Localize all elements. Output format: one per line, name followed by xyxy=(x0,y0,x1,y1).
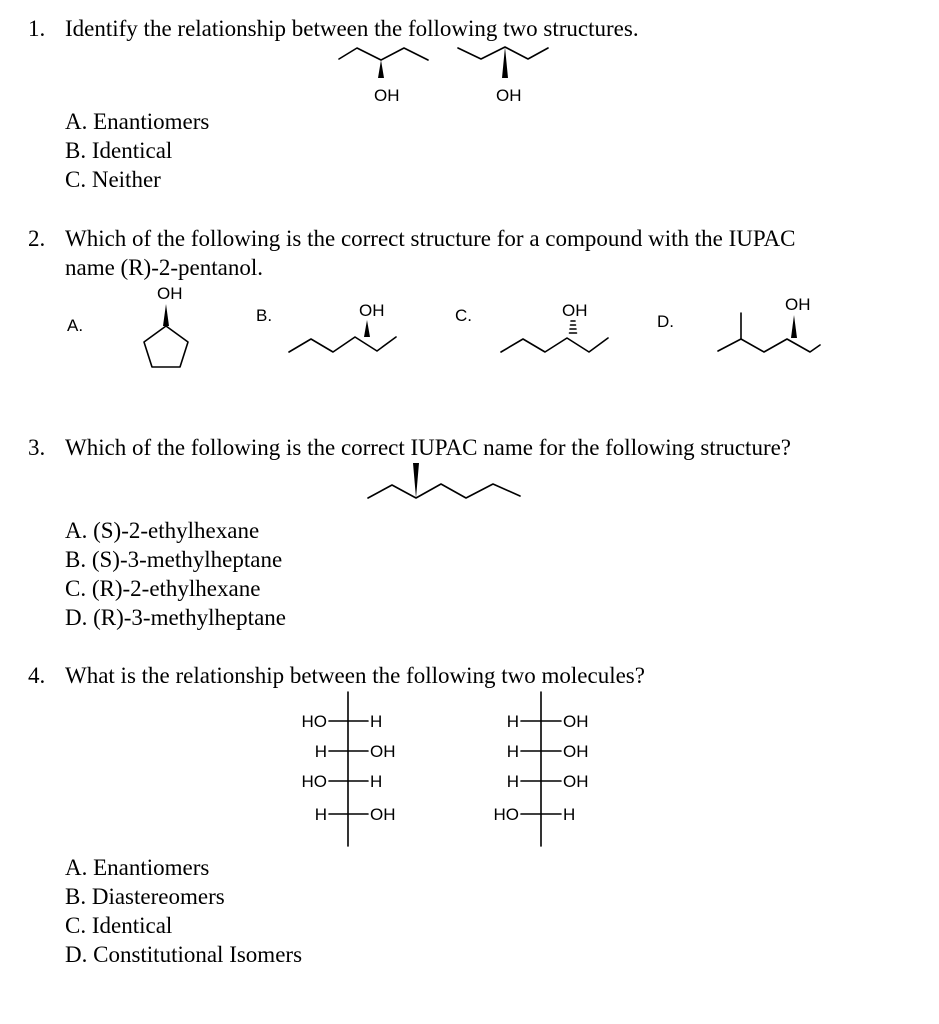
substituent-left: H xyxy=(314,805,327,824)
question-2-line2: name (R)-2-pentanol. xyxy=(65,255,263,280)
q1-option-c[interactable]: C. Neither xyxy=(65,167,161,192)
substituent-right: OH xyxy=(563,712,589,731)
oh-label: OH xyxy=(496,86,522,105)
question-text: What is the relationship between the following two molecules? xyxy=(65,663,645,688)
choice-letter: A. xyxy=(67,316,84,335)
oh-label: OH xyxy=(374,86,400,105)
substituent-left: H xyxy=(506,712,519,731)
question-text: Which of the following is the correct IUPAC name for the following structure? xyxy=(65,435,792,460)
choice-letter: B. xyxy=(256,306,273,325)
choice-letter: C. xyxy=(455,306,472,325)
oh-label: OH xyxy=(785,295,811,314)
substituent-left: H xyxy=(506,742,519,761)
question-number: 3. xyxy=(28,435,46,460)
substituent-right: OH xyxy=(563,742,589,761)
oh-label: OH xyxy=(157,284,183,303)
substituent-left: H xyxy=(506,772,519,791)
q3-option-a[interactable]: A. (S)-2-ethylhexane xyxy=(65,518,260,543)
q1-option-b[interactable]: B. Identical xyxy=(65,138,173,163)
oh-label: OH xyxy=(359,301,385,320)
fischer-left xyxy=(302,692,396,846)
oh-label: OH xyxy=(562,301,588,320)
q4-option-c[interactable]: C. Identical xyxy=(65,913,173,938)
substituent-right: H xyxy=(370,772,383,791)
q3-option-b[interactable]: B. (S)-3-methylheptane xyxy=(65,547,283,572)
q4-option-b[interactable]: B. Diastereomers xyxy=(65,884,225,909)
substituent-right: H xyxy=(370,712,383,731)
substituent-left: HO xyxy=(301,772,327,791)
q3-option-c[interactable]: C. (R)-2-ethylhexane xyxy=(65,576,261,601)
substituent-left: HO xyxy=(301,712,327,731)
q4-option-d[interactable]: D. Constitutional Isomers xyxy=(65,942,303,967)
substituent-left: HO xyxy=(493,805,519,824)
substituent-left: H xyxy=(314,742,327,761)
substituent-right: OH xyxy=(563,772,589,791)
question-text: Identify the relationship between the following two structures. xyxy=(65,16,639,41)
question-number: 2. xyxy=(28,226,46,251)
q3-option-d[interactable]: D. (R)-3-methylheptane xyxy=(65,605,286,630)
choice-letter: D. xyxy=(657,312,674,331)
q1-option-a[interactable]: A. Enantiomers xyxy=(65,109,210,134)
question-text-line1: Which of the following is the correct structure for a compound with the IUPAC xyxy=(65,226,796,251)
question-number: 1. xyxy=(28,16,46,41)
q4-option-a[interactable]: A. Enantiomers xyxy=(65,855,210,880)
substituent-right: OH xyxy=(370,805,396,824)
question-number: 4. xyxy=(28,663,46,688)
substituent-right: H xyxy=(563,805,576,824)
fischer-right xyxy=(494,692,589,846)
substituent-right: OH xyxy=(370,742,396,761)
